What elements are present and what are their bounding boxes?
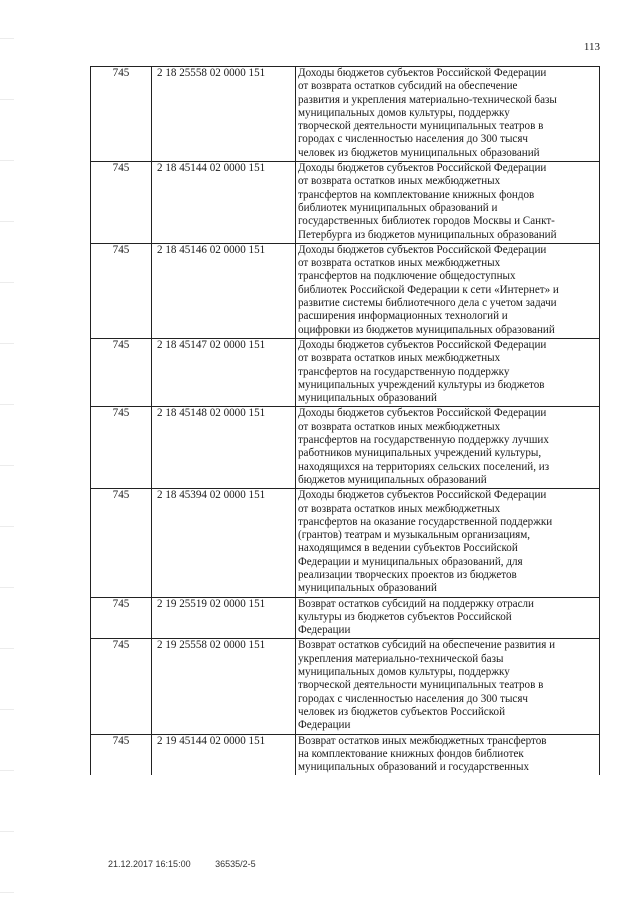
admin-code-cell: 745: [91, 338, 152, 406]
description-line: от возврата остатков субсидий на обеспечение: [298, 80, 518, 93]
page-footer: [108, 859, 256, 869]
description-line: находящихся на территориях сельских поселений, из: [298, 460, 550, 473]
description-line: от возврата остатков иных межбюджетных: [298, 352, 501, 365]
income-description-cell: [296, 597, 600, 639]
budget-classification-code-cell: 2 18 45148 02 0000 151: [152, 407, 296, 489]
budget-classification-code-cell: 2 18 45394 02 0000 151: [152, 489, 296, 597]
page-number: 113: [583, 41, 600, 53]
budget-classification-code-cell: 2 18 25558 02 0000 151: [152, 67, 296, 162]
description-line: от возврата остатков иных межбюджетных: [298, 175, 501, 188]
description-line: (грантов) театрам и музыкальным организациям,: [298, 529, 531, 542]
budget-classification-code-cell: 2 19 25519 02 0000 151: [152, 597, 296, 639]
income-description-cell: [296, 67, 600, 162]
description-line: Возврат остатков иных межбюджетных трансфертов: [298, 734, 547, 747]
description-line: человек из бюджетов субъектов Российской: [298, 705, 506, 718]
description-line: Доходы бюджетов субъектов Российской Федерации: [298, 162, 547, 175]
table-row: [91, 243, 600, 338]
admin-code-cell: 745: [91, 162, 152, 244]
table-row: [91, 338, 600, 406]
description-line: муниципальных образований: [298, 582, 437, 595]
description-line: Доходы бюджетов субъектов Российской Федерации: [298, 67, 547, 79]
table-row: [91, 67, 600, 162]
description-line: городах с численностью населения до 300 тысяч: [298, 692, 529, 705]
description-line: муниципальных домов культуры, поддержку: [298, 666, 510, 679]
income-description-cell: [296, 162, 600, 244]
description-line: муниципальных учреждений культуры из бюджетов: [298, 378, 545, 391]
description-line: муниципальных образований: [298, 392, 437, 405]
description-line: Федерации: [298, 719, 351, 732]
income-description-cell: [296, 338, 600, 406]
table-row: [91, 639, 600, 734]
description-line: творческой деятельности муниципальных театров в: [298, 120, 544, 133]
description-line: библиотек муниципальных образований и: [298, 201, 498, 214]
description-line: трансфертов на подключение общедоступных: [298, 270, 516, 283]
income-description-cell: [296, 639, 600, 734]
admin-code-cell: 745: [91, 734, 152, 775]
budget-classification-code-cell: 2 18 45147 02 0000 151: [152, 338, 296, 406]
budget-classification-code-cell: 2 18 45146 02 0000 151: [152, 243, 296, 338]
admin-code-cell: 745: [91, 639, 152, 734]
description-line: трансфертов на комплектование книжных фондов: [298, 188, 535, 201]
description-line: находящимся в ведении субъектов Российской: [298, 542, 518, 555]
admin-code-cell: 745: [91, 243, 152, 338]
description-line: Возврат остатков субсидий на обеспечение развития и: [298, 639, 556, 652]
description-line: от возврата остатков иных межбюджетных: [298, 502, 501, 515]
description-line: Федерации: [298, 624, 351, 637]
description-line: муниципальных образований и государственных: [298, 761, 529, 774]
income-description-cell: [296, 243, 600, 338]
budget-codes-table: [90, 66, 600, 775]
description-line: от возврата остатков иных межбюджетных: [298, 257, 501, 270]
description-line: Доходы бюджетов субъектов Российской Федерации: [298, 338, 547, 351]
description-line: развитие системы библиотечного дела с учетом задачи: [298, 297, 557, 310]
description-line: оцифровки из бюджетов муниципальных образований: [298, 323, 555, 336]
description-line: человек из бюджетов муниципальных образований: [298, 146, 540, 159]
scan-margin-marks: [0, 0, 14, 905]
description-line: Петербурга из бюджетов муниципальных образований: [298, 228, 557, 241]
footer-document-id: 36535/2-5: [215, 859, 256, 869]
table-row: [91, 597, 600, 639]
description-line: реализации творческих проектов из бюджетов: [298, 568, 517, 581]
description-line: Доходы бюджетов субъектов Российской Федерации: [298, 489, 547, 502]
description-line: Доходы бюджетов субъектов Российской Федерации: [298, 407, 547, 420]
table-row: [91, 489, 600, 597]
description-line: работников муниципальных учреждений культуры,: [298, 447, 542, 460]
income-description-cell: [296, 407, 600, 489]
budget-classification-code-cell: 2 19 45144 02 0000 151: [152, 734, 296, 775]
budget-classification-code-cell: 2 19 25558 02 0000 151: [152, 639, 296, 734]
description-line: расширения информационных технологий и: [298, 310, 508, 323]
description-line: трансфертов на государственную поддержку лучших: [298, 434, 549, 447]
admin-code-cell: 745: [91, 67, 152, 162]
description-line: на комплектование книжных фондов библиотек: [298, 747, 524, 760]
description-line: Федерации и муниципальных образований, для: [298, 555, 523, 568]
description-line: библиотек Российской Федерации к сети «Интернет» и: [298, 283, 559, 296]
table-row: [91, 734, 600, 775]
description-line: городах с численностью населения до 300 тысяч: [298, 133, 529, 146]
description-line: культуры из бюджетов субъектов Российской: [298, 610, 512, 623]
table-row: [91, 407, 600, 489]
income-description-cell: [296, 489, 600, 597]
description-line: государственных библиотек городов Москвы и Санкт-: [298, 215, 555, 228]
description-line: творческой деятельности муниципальных театров в: [298, 679, 544, 692]
admin-code-cell: 745: [91, 407, 152, 489]
admin-code-cell: 745: [91, 489, 152, 597]
budget-classification-code-cell: 2 18 45144 02 0000 151: [152, 162, 296, 244]
description-line: развития и укрепления материально-технической базы: [298, 93, 557, 106]
table-body: [91, 67, 600, 776]
description-line: укрепления материально-технической базы: [298, 652, 504, 665]
income-description-cell: [296, 734, 600, 775]
table-row: [91, 162, 600, 244]
footer-timestamp: 21.12.2017 16:15:00: [108, 859, 191, 869]
description-line: бюджетов муниципальных образований: [298, 473, 487, 486]
description-line: Доходы бюджетов субъектов Российской Федерации: [298, 243, 547, 256]
description-line: трансфертов на оказание государственной поддержки: [298, 515, 553, 528]
description-line: муниципальных домов культуры, поддержку: [298, 106, 510, 119]
admin-code-cell: 745: [91, 597, 152, 639]
description-line: от возврата остатков иных межбюджетных: [298, 420, 501, 433]
description-line: Возврат остатков субсидий на поддержку отрасли: [298, 597, 534, 610]
description-line: трансфертов на государственную поддержку: [298, 365, 510, 378]
